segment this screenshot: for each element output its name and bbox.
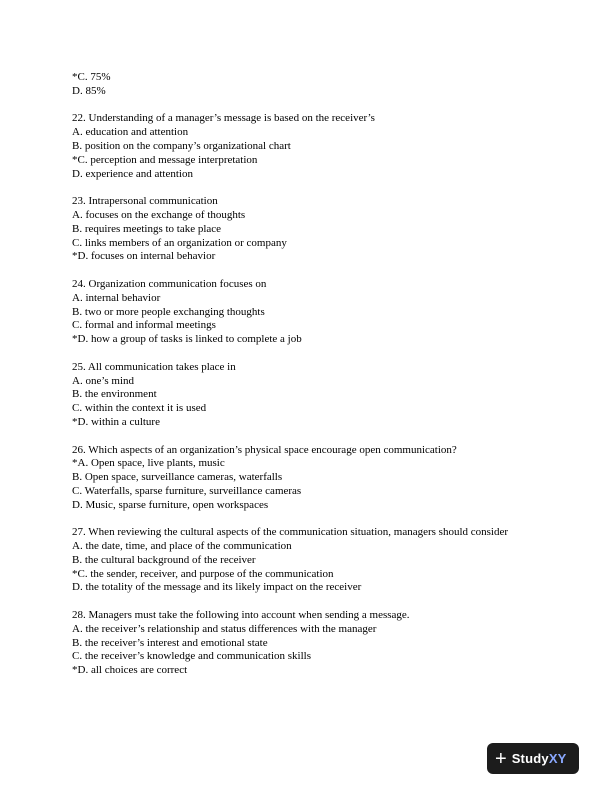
question-25 — [72, 361, 542, 430]
question-stem: 24. Organization communication focuses on — [72, 277, 267, 290]
answer-option: *A. Open space, live plants, music — [72, 457, 225, 470]
question-26 — [72, 444, 542, 513]
answer-option: B. requires meetings to take place — [72, 222, 222, 235]
brand-accent: XY — [548, 751, 567, 766]
answer-option: *C. perception and message interpretation — [72, 153, 258, 166]
question-23 — [72, 195, 542, 264]
question-stem: 22. Understanding of a manager’s message is based on the receiver’s — [72, 112, 375, 125]
answer-option: B. the cultural background of the receiver — [72, 553, 256, 566]
question-stem: 23. Intrapersonal communication — [72, 195, 218, 208]
answer-option: C. formal and informal meetings — [72, 319, 216, 332]
answer-line: D. 85% — [72, 84, 106, 97]
answer-option: B. the environment — [72, 388, 157, 401]
question-28 — [72, 609, 542, 678]
answer-option: B. Open space, surveillance cameras, waterfalls — [72, 471, 283, 484]
answer-option: D. Music, sparse furniture, open workspaces — [72, 498, 269, 511]
question-24 — [72, 278, 542, 347]
answer-line: *C. 75% — [72, 71, 111, 83]
answer-option: C. within the context it is used — [72, 402, 207, 415]
continued-answers — [72, 71, 542, 99]
plus-icon: + — [495, 747, 507, 770]
document-body — [72, 71, 542, 692]
answer-option: C. Waterfalls, sparse furniture, surveillance cameras — [72, 484, 302, 497]
answer-option: C. links members of an organization or company — [72, 236, 287, 249]
answer-option: B. position on the company’s organizational chart — [72, 139, 291, 152]
answer-option: B. the receiver’s interest and emotional state — [72, 636, 268, 649]
studyxy-badge[interactable] — [487, 743, 579, 774]
answer-option: A. focuses on the exchange of thoughts — [72, 208, 246, 221]
answer-option: *D. focuses on internal behavior — [72, 250, 216, 263]
answer-option: B. two or more people exchanging thoughts — [72, 305, 265, 318]
answer-option: D. experience and attention — [72, 167, 193, 180]
answer-option: A. the receiver’s relationship and status differences with the manager — [72, 622, 377, 635]
answer-option: A. education and attention — [72, 126, 189, 139]
question-27 — [72, 526, 542, 595]
answer-option: A. one’s mind — [72, 374, 135, 387]
question-stem: 27. When reviewing the cultural aspects of the communication situation, managers should consider — [72, 526, 509, 539]
question-stem: 25. All communication takes place in — [72, 360, 236, 373]
brand-main: Study — [511, 751, 549, 766]
answer-option: C. the receiver’s knowledge and communication skills — [72, 650, 311, 663]
answer-option: *D. how a group of tasks is linked to complete a job — [72, 333, 302, 346]
question-stem: 28. Managers must take the following into account when sending a message. — [72, 609, 410, 622]
answer-option: *C. the sender, receiver, and purpose of the communication — [72, 567, 334, 580]
answer-option: D. the totality of the message and its likely impact on the receiver — [72, 581, 362, 594]
question-stem: 26. Which aspects of an organization’s physical space encourage open communication? — [72, 443, 457, 456]
brand-name — [512, 751, 567, 766]
answer-option: *D. within a culture — [72, 415, 160, 428]
answer-option: A. internal behavior — [72, 291, 161, 304]
answer-option: A. the date, time, and place of the communication — [72, 540, 292, 553]
answer-option: *D. all choices are correct — [72, 664, 188, 677]
question-22 — [72, 112, 542, 181]
